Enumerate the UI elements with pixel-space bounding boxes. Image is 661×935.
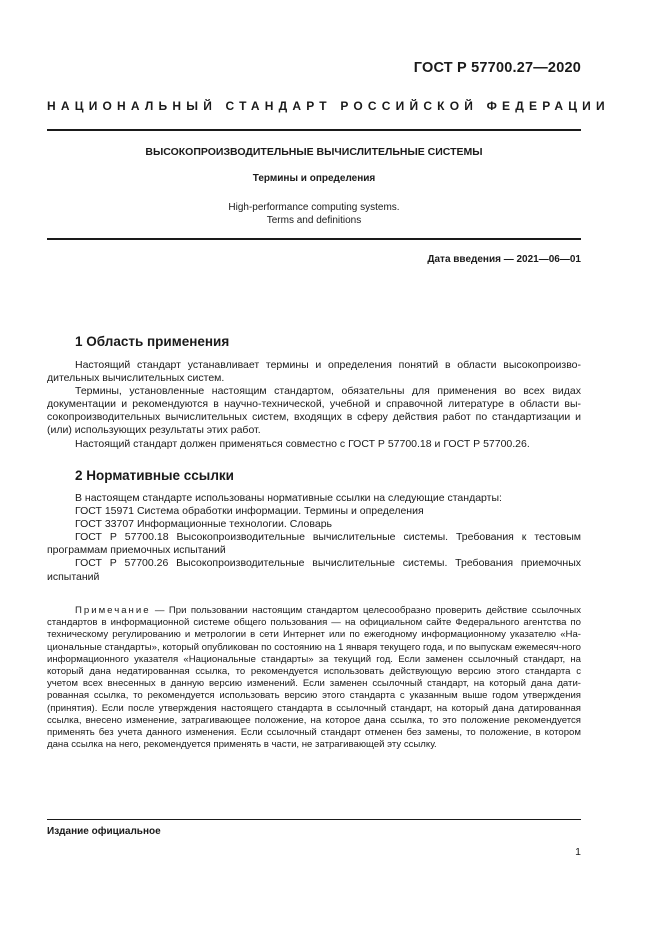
reference-gost-57700-26: ГОСТ Р 57700.26 Высокопроизводительные вычислительные системы. Требования приемочных испытаний (47, 557, 581, 583)
section-2-paragraph-1: В настоящем стандарте использованы нормативные ссылки на следующие стандарты: (75, 492, 502, 504)
title-english (47, 201, 581, 227)
reference-gost-15971: ГОСТ 15971 Система обработки информации. Термины и определения (75, 505, 424, 518)
note-paragraph (47, 605, 581, 751)
note-block (47, 605, 581, 751)
section-1-paragraph-3: Настоящий стандарт должен применяться совместно с ГОСТ Р 57700.18 и ГОСТ Р 57700.26. (75, 437, 530, 450)
note-text: — При пользовании настоящим стандартом целесообразно проверить действие ссылочных стандартов в информационной системе общего пользования — на официальном сайте Федерального агентства по техническому регулированию и метрологии в сети Интернет или по ежегодному информационному указателю «На-циональные стандарты», который опубликован по состоянию на 1 января текущего года, и по выпускам ежемесяч-ного информационного указателя «Национальные стандарты» за текущий год. Если заменен ссылочный стандарт, на который дана недатированная ссылка, то рекомендуется использовать действующую версию этого стандарта с учетом всех внесенных в данную версию изменений. Если заменен ссылочный стандарт, на который дана дати-рованная ссылка, то рекомендуется использовать версию этого стандарта с указанным выше годом утверждения (принятия). Если после утверждения настоящего стандарта в ссылочный стандарт, на который дана датированная ссылка, внесено изменение, затрагивающее положение, на которое дана ссылка, то это положение рекомендуется применять без учета данного изменения. Если ссылочный стандарт отменен без замены, то положение, в котором дана ссылка на него, рекомендуется применять в части, не затрагивающей эту ссылку. (47, 605, 581, 751)
document-number: ГОСТ Р 57700.27—2020 (413, 60, 581, 76)
reference-gost-33707: ГОСТ 33707 Информационные технологии. Словарь (75, 518, 332, 531)
section-1-heading: 1 Область применения (75, 334, 230, 349)
page-number: 1 (575, 846, 581, 858)
section-1-paragraph-1: Настоящий стандарт устанавливает термины и определения понятий в области высокопроизво-дительных вычислительных систем. (47, 359, 581, 385)
section-1-paragraph-2: Термины, установленные настоящим стандартом, обязательны для применения во всех видах документации и рекомендуются в научно-технической, учебной и справочной литературе в области вы-сокопроизводительных вычислительных систем, входящих в сферу действия работ по стандартизации и (или) использующих результаты этих работ. (47, 385, 581, 437)
top-divider (47, 129, 581, 131)
section-2-heading: 2 Нормативные ссылки (75, 468, 234, 483)
title-russian: ВЫСОКОПРОИЗВОДИТЕЛЬНЫЕ ВЫЧИСЛИТЕЛЬНЫЕ СИСТЕМЫ (145, 146, 483, 158)
reference-gost-57700-18: ГОСТ Р 57700.18 Высокопроизводительные вычислительные системы. Требования к тестовым программам приемочных испытаний (47, 531, 581, 557)
section-1 (47, 334, 581, 451)
title-english-line-2: Terms and definitions (266, 215, 362, 226)
introduction-date: Дата введения — 2021—06—01 (427, 254, 581, 265)
national-standard-banner: НАЦИОНАЛЬНЫЙ СТАНДАРТ РОССИЙСКОЙ ФЕДЕРАЦИИ (47, 99, 610, 113)
title-divider (47, 238, 581, 240)
note-label: Примечание (75, 605, 151, 616)
section-2 (47, 468, 581, 584)
title-english-line-1: High-performance computing systems. (228, 202, 400, 213)
official-edition-label: Издание официальное (47, 826, 161, 837)
subtitle-russian: Термины и определения (252, 173, 376, 184)
footer-divider (47, 819, 581, 820)
